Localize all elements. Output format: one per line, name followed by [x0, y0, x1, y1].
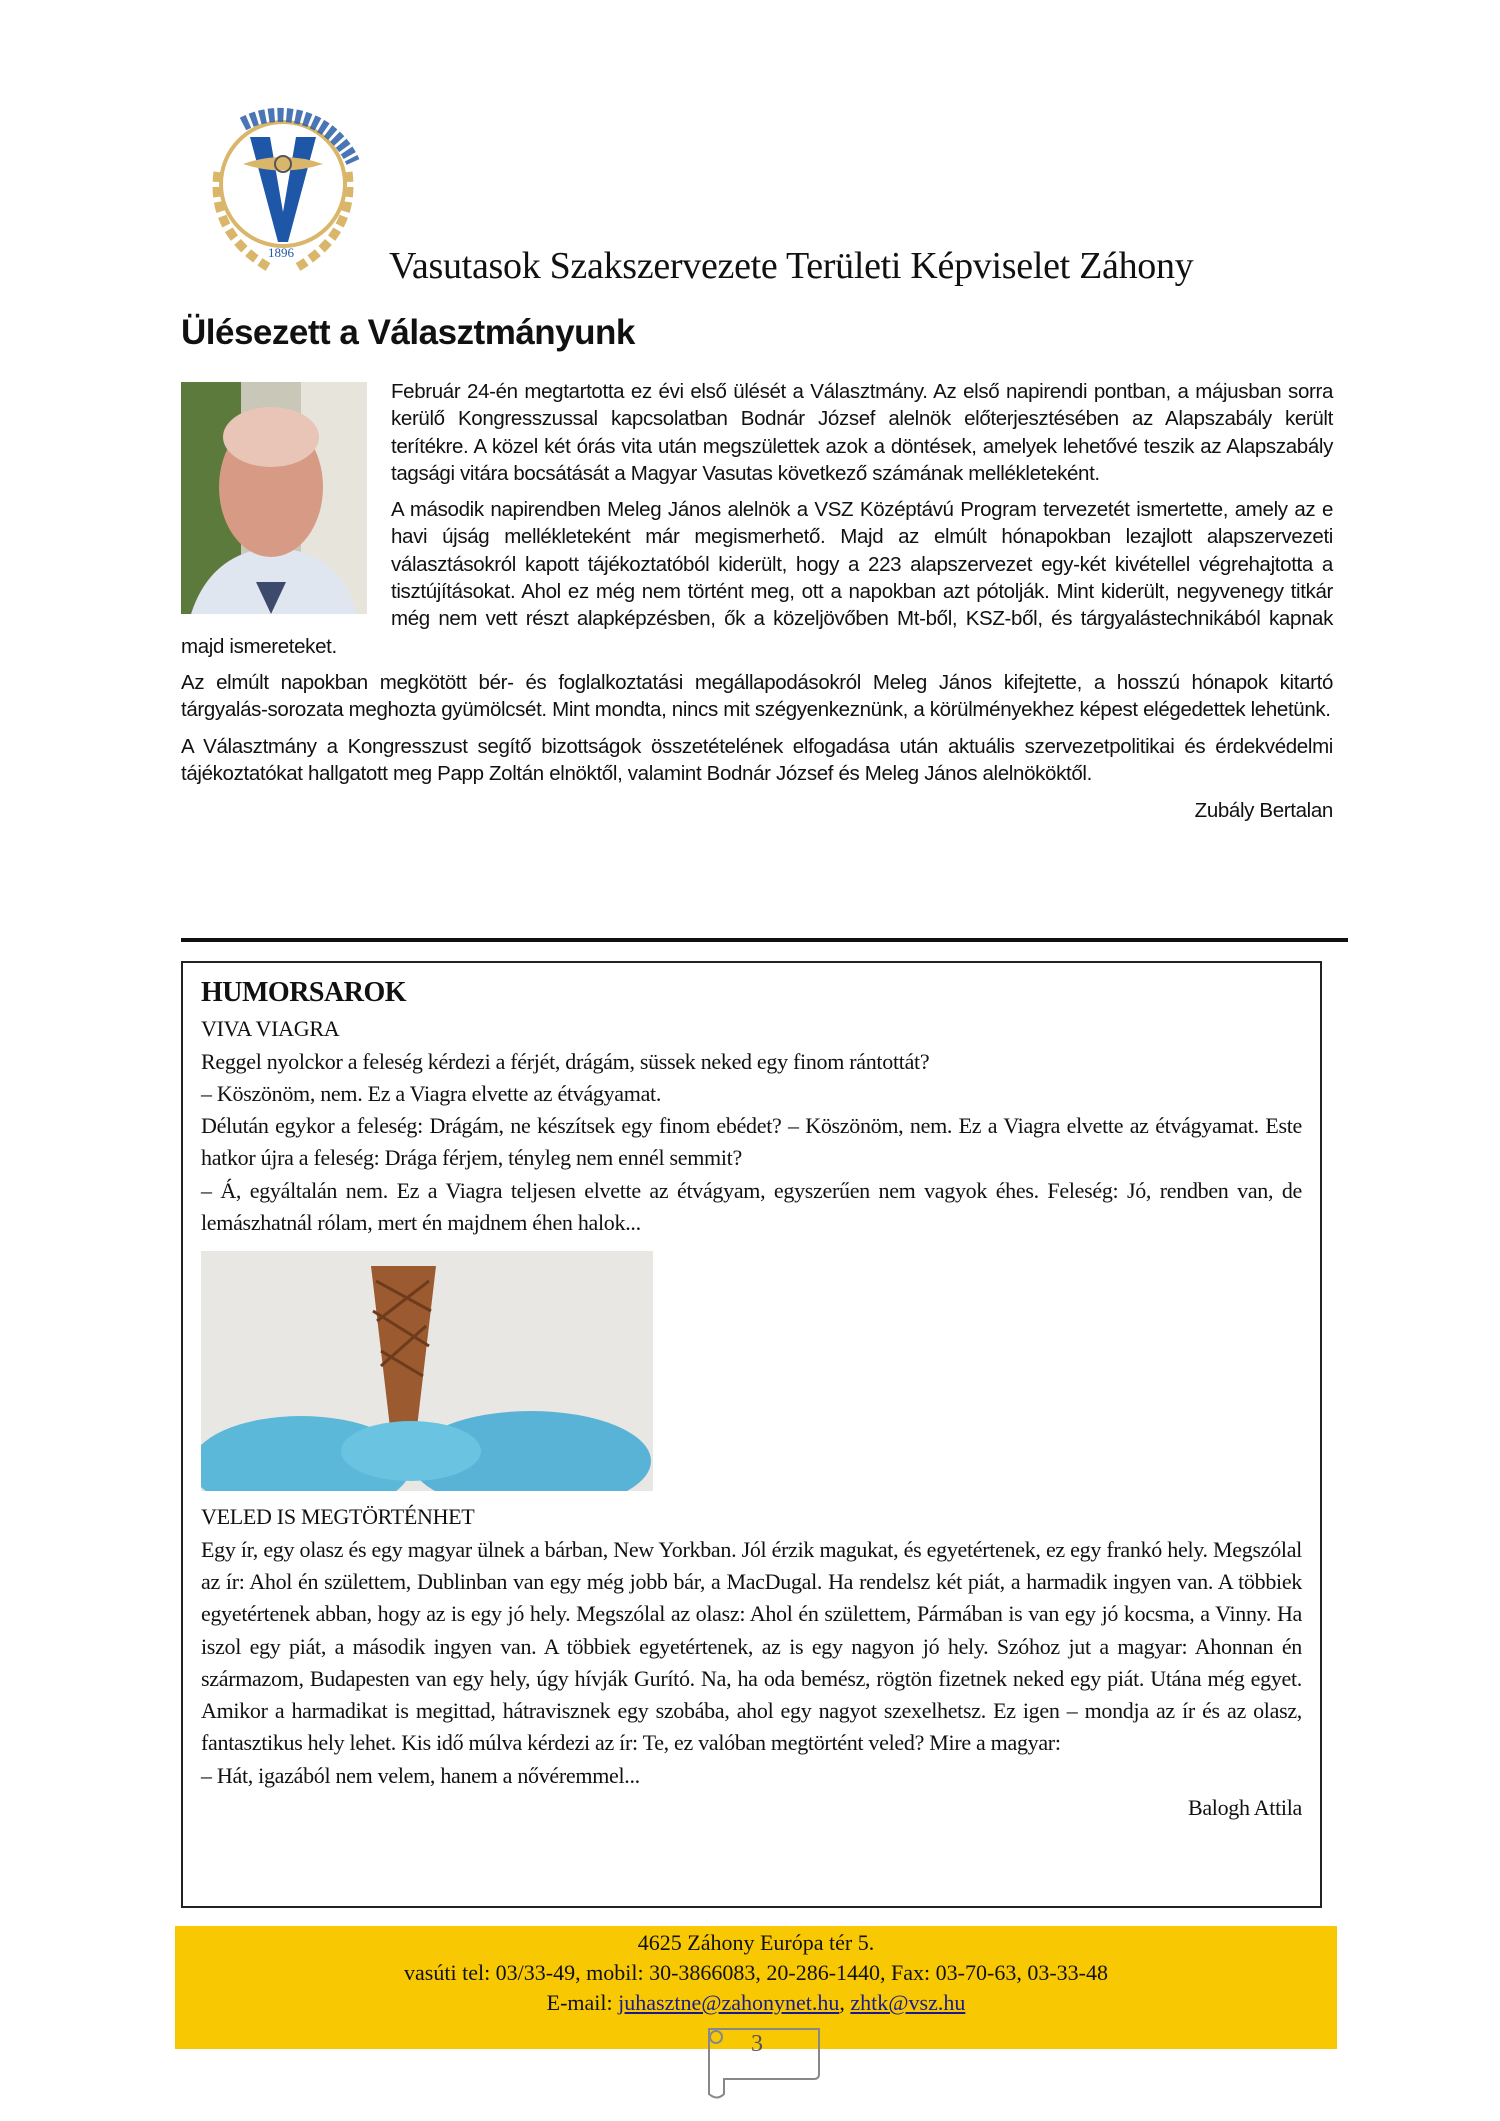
footer-phones: vasúti tel: 03/33-49, mobil: 30-3866083, 20-286-1440, Fax: 03-70-63, 03-33-48 [404, 1960, 1108, 1985]
svg-text:1896: 1896 [268, 245, 294, 260]
organization-title: Vasutasok Szakszervezete Területi Képviselet Záhony [389, 245, 1194, 287]
joke-line: Egy ír, egy olasz és egy magyar ülnek a bárban, New Yorkban. Jól érzik magukat, és egyetértenek, ez egy frankó hely. Megszólal az ír: Ahol én születtem, Dublinban van egy még jobb bár, a MacDugal. Ha rendelsz két piát, a harmadik ingyen van. A többiek egyetértenek abban, hogy az is egy jó hely. Megszólal az olasz: Ahol én születtem, Pármában is van egy jó kocsma, a Vinny. Ha iszol egy piát, a második ingyen van. A többiek egyetértenek, az is egy nagyon jó hely. Szóhoz jut a magyar: Ahonnan én származom, Budapesten van egy hely, úgy hívják Gurító. Na, ha oda bemész, rögtön fizetnek neked egy piát. Utána még egyet. Amikor a harmadikat is megittad, hátravisznek egy szobába, ahol egy nagyot szexelhetsz. Ez igen – mondja az ír és az olasz, fantasztikus hely lehet. Kis idő múlva kérdezi az ír: Te, ez valóban megtörtént veled? Mire a magyar: [201, 1536, 1302, 1756]
email-link-zhtk[interactable]: zhtk@vsz.hu [850, 1990, 966, 2015]
page-number: 3 [751, 2031, 763, 2057]
article-paragraph: A második napirendben Meleg János alelnök a VSZ Középtávú Program tervezetét ismertette, amely az e havi újság mellékleteként már megismerhető. Majd az elmúlt hónapokban lezajlott alapszervezeti választásokról kapott tájékoztatóból kiderült, hogy a 223 alapszervezet egy-két kivétellel végrehajtotta a tisztújításokat. Ahol ez még nem történt meg, ott a napokban azt pótolják. Mint kiderült, negyvenegy titkár még nem vett részt alapképzésben, ők a közeljövőben Mt-ből, KSZ-ből, és tárgyalástechnikából kapnak majd ismereteket. [181, 498, 1333, 658]
footer-email [175, 1988, 1337, 2018]
humor-title: HUMORSAROK [201, 977, 406, 1008]
author-photo [181, 382, 367, 614]
ice-cream-image [201, 1251, 653, 1491]
article-paragraph: Február 24-én megtartotta ez évi első ülését a Választmány. Az első napirendi pontban, a májusban sorra kerülő Kongresszussal kapcsolatban Bodnár József alelnök előterjesztésében az Alapszabály került terítékre. A közel két órás vita után megszülettek azok a döntések, amelyek lehetővé teszik az Alapszabály tagsági vitára bocsátását a Magyar Vasutas következő számának mellékleteként. [391, 380, 1333, 485]
email-label: E-mail: [546, 1990, 619, 2015]
footer-address: 4625 Záhony Európa tér 5. [637, 1930, 875, 1955]
article-paragraph: Az elmúlt napokban megkötött bér- és foglalkoztatási megállapodásokról Meleg János kifejtette, a hosszú hónapok kitartó tárgyalás-sorozata meghozta gyümölcsét. Mint mondta, nincs mit szégyenkeznünk, a körülményekhez képest elégedettek lehetünk. [181, 670, 1333, 722]
joke-title: VELED IS MEGTÖRTÉNHET [201, 1504, 475, 1530]
article-author: Zubály Bertalan [1194, 799, 1333, 823]
section-divider [181, 938, 1348, 942]
joke-title: VIVA VIAGRA [201, 1016, 340, 1042]
article-body [181, 378, 1333, 833]
humor-box [181, 961, 1322, 1908]
email-separator: , [839, 1990, 851, 2015]
joke-line: Reggel nyolckor a feleség kérdezi a férjét, drágám, süssek neked egy finom rántottát? [201, 1048, 930, 1074]
email-link-juhasztne[interactable]: juhasztne@zahonynet.hu [618, 1990, 840, 2015]
article-title: Ülésezett a Választmányunk [181, 313, 635, 352]
joke-line: Délután egykor a feleség: Drágám, ne készítsek egy finom ebédet? – Köszönöm, nem. Ez a Viagra elvette az étvágyamat. Este hatkor újra a feleség: Drága férjem, tényleg nem ennél semmit? [201, 1113, 1302, 1171]
humor-author: Balogh Attila [1187, 1795, 1302, 1821]
article-paragraph: A Választmány a Kongresszust segítő bizottságok összetételének elfogadása után aktuális szervezetpolitikai és érdekvédelmi tájékoztatókat hallgatott meg Papp Zoltán elnöktől, valamint Bodnár József és Meleg János alelnököktől. [181, 734, 1333, 785]
joke-line: – Á, egyáltalán nem. Ez a Viagra teljesen elvette az étvágyam, egyszerűen nem vagyok éhes. Feleség: Jó, rendben van, de lemászhatnál rólam, mert én majdnem éhen halok... [201, 1177, 1302, 1236]
page-number-scroll [689, 2019, 829, 2099]
union-logo [188, 102, 378, 277]
joke-line: – Hát, igazából nem velem, hanem a nővéremmel... [201, 1762, 640, 1788]
joke-line: – Köszönöm, nem. Ez a Viagra elvette az étvágyamat. [201, 1080, 662, 1106]
